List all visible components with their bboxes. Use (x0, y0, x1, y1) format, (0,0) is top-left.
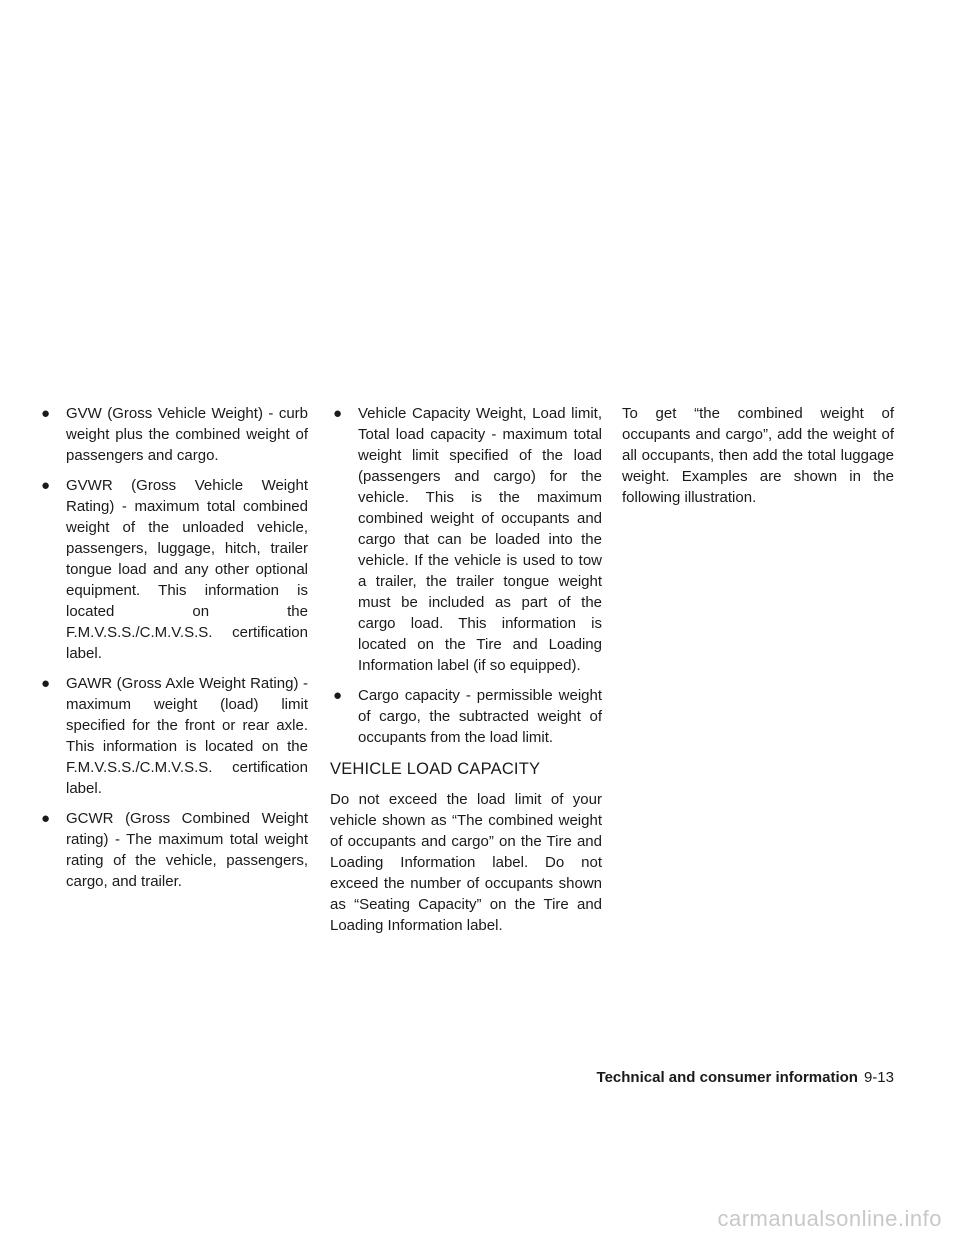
list-item (38, 673, 308, 799)
body-paragraph: To get “the combined weight of occupants and cargo”, add the weight of all occupants, then add the total luggage weight. Examples are shown in the following illustration. (622, 405, 894, 506)
watermark: carmanualsonline.info (717, 1206, 942, 1231)
list-item-text: Vehicle Capacity Weight, Load limit, Total load capacity - maximum total weight limit specified of the load (passengers and cargo) for the vehicle. This is the maximum combined weight of occupants and cargo that can be loaded into the vehicle. If the vehicle is used to tow a trailer, the trailer tongue weight must be included as part of the cargo load. This information is located on the Tire and Loading Information label (if so equipped). (358, 405, 602, 674)
bullet-icon: ● (41, 477, 51, 494)
list-item (38, 403, 308, 466)
footer-section-title: Technical and consumer information (596, 1069, 858, 1086)
middle-column (330, 403, 602, 936)
left-column (38, 403, 308, 901)
bullet-icon: ● (41, 405, 51, 422)
section-heading: VEHICLE LOAD CAPACITY (330, 760, 541, 778)
list-item-text: GVW (Gross Vehicle Weight) - curb weight plus the combined weight of passengers and cargo. (66, 405, 308, 464)
page-footer (597, 1068, 894, 1088)
bullet-icon: ● (333, 405, 343, 422)
list-item (330, 403, 602, 676)
list-item-text: GAWR (Gross Axle Weight Rating) - maximum weight (load) limit specified for the front or rear axle. This information is located on the F.M.V.S.S./C.M.V.S.S. certification label. (66, 675, 308, 797)
list-item-text: GCWR (Gross Combined Weight rating) - The maximum total weight rating of the vehicle, passengers, cargo, and trailer. (66, 810, 308, 890)
page-number: 9-13 (863, 1069, 894, 1086)
list-item-text: GVWR (Gross Vehicle Weight Rating) - maximum total combined weight of the unloaded vehicle, passengers, luggage, hitch, trailer tongue load and any other optional equipment. This information is located on the F.M.V.S.S./C.M.V.S.S. certification label. (66, 477, 308, 662)
body-paragraph: Do not exceed the load limit of your vehicle shown as “The combined weight of occupants and cargo” on the Tire and Loading Information label. Do not exceed the number of occupants shown as “Seating Capacity” on the Tire and Loading Information label. (330, 791, 602, 934)
list-item-text: Cargo capacity - permissible weight of cargo, the subtracted weight of occupants from the load limit. (358, 687, 602, 746)
bullet-icon: ● (333, 687, 343, 704)
list-item (38, 808, 308, 892)
list-item (330, 685, 602, 748)
right-column (622, 403, 894, 508)
bullet-icon: ● (41, 810, 51, 827)
list-item (38, 475, 308, 664)
definition-list (330, 403, 602, 748)
bullet-icon: ● (41, 675, 51, 692)
definition-list (38, 403, 308, 892)
